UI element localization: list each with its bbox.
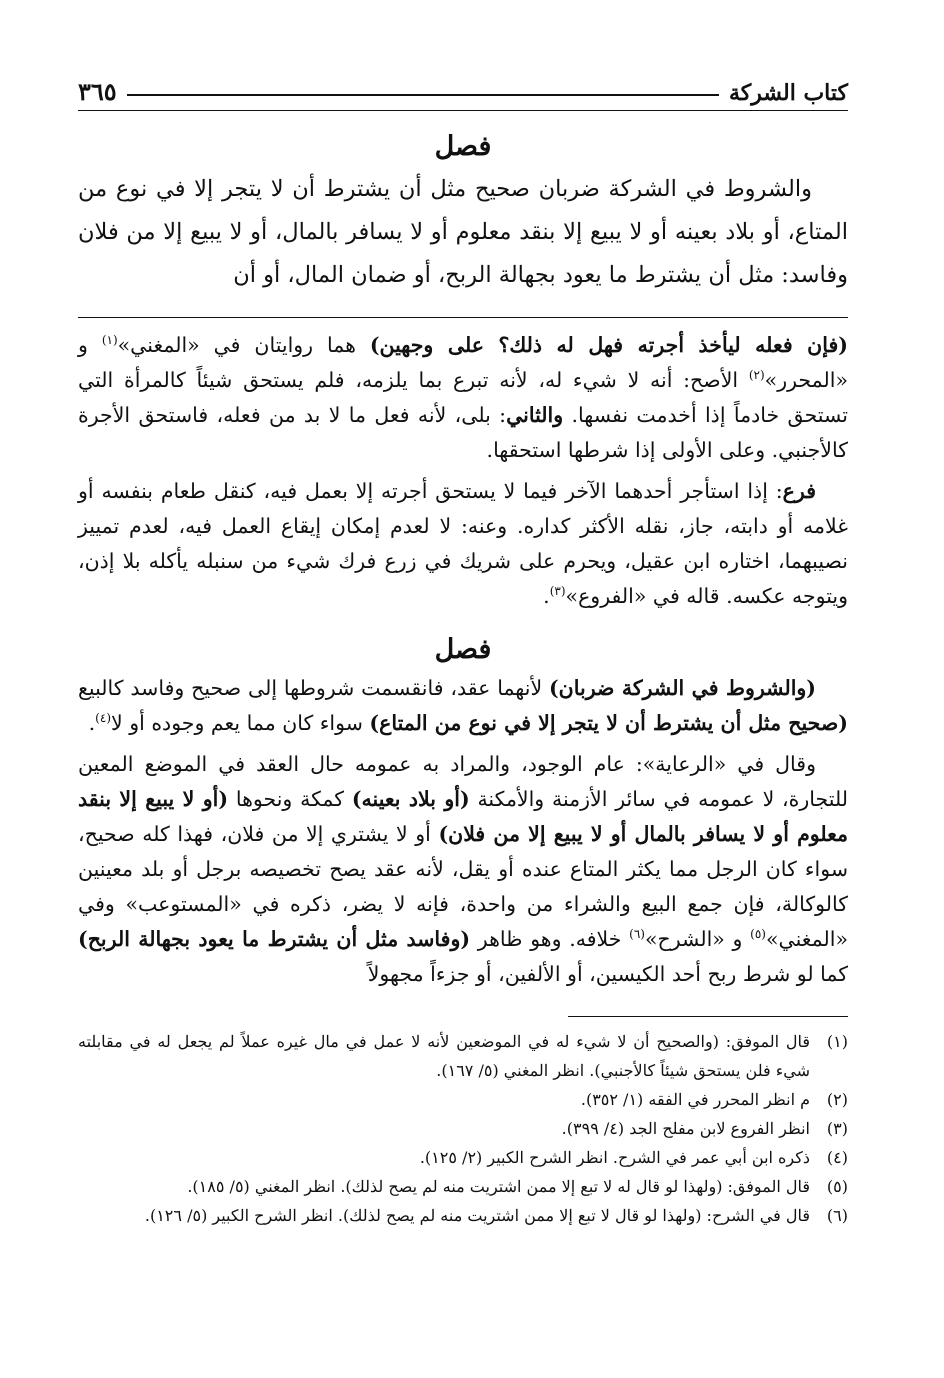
footnote-number: (٥) xyxy=(826,1177,848,1196)
footnote-divider xyxy=(568,1016,848,1017)
footnote-text: ذكره ابن أبي عمر في الشرح. انظر الشرح الكبير (٢/ ١٢٥). xyxy=(419,1148,810,1167)
matn-title: فصل xyxy=(434,131,492,162)
footnote-ref: (١) xyxy=(101,333,118,348)
commentary-text: أو لا يشتري إلا من فلان، فهذا كله صحيح، سواء كان الرجل مما يكثر المتاع عنده أو يقل، لأنه عقد يصح تخصيصه برجل أو بلد معينين كالوكالة، فإن جمع البيع والشراء من واحدة، فإنه لا يضر، ذكره في «المستوعب» وفي «المغني» xyxy=(78,822,849,951)
page-number: ٣٦٥ xyxy=(78,77,117,106)
commentary-text: كمكة ونحوها xyxy=(228,787,352,811)
footnote xyxy=(78,1201,848,1230)
footnote-text: م انظر المحرر في الفقه (١/ ٣٥٢). xyxy=(580,1090,810,1109)
commentary-text: و «الشرح» xyxy=(644,927,751,951)
matn-divider xyxy=(78,317,848,318)
commentary-text: : إذا استأجر أحدهما الآخر فيما لا يستحق أجرته إلا بعمل فيه، كنقل طعام بنفسه أو غلامه أو دابته، جاز، نقله الأكثر كداره. وعنه: لا لعدم إمكان إيقاع العمل فيه، لعدم تمييز نصيبهما، اختاره ابن عقيل، ويحرم على شريك في زرع فرك شيء من سنبله يأكله بلا إذن، ويتوجه عكسه. قاله في «الفروع» xyxy=(78,479,848,608)
footnote xyxy=(78,1027,848,1085)
footnote-ref: (٥) xyxy=(750,927,766,942)
commentary-text: كما لو شرط ربح أحد الكيسين، أو الألفين، أو جزءاً مجهولاً xyxy=(367,962,848,986)
footnote-text: انظر الفروع لابن مفلح الجد (٤/ ٣٩٩). xyxy=(561,1119,810,1138)
matn-section xyxy=(78,131,848,297)
quoted-text: (صحيح مثل أن يشترط أن لا يتجر إلا في نوع من المتاع) xyxy=(369,711,848,735)
commentary-paragraph-4 xyxy=(78,747,848,992)
commentary-text: خلافه. وهو ظاهر xyxy=(470,927,630,951)
commentary-text: . xyxy=(543,584,550,608)
commentary-text: هما روايتان في «المغني» xyxy=(117,333,370,357)
footnote-number: (٣) xyxy=(826,1119,848,1138)
header-divider xyxy=(78,110,848,111)
footnote-ref: (٦) xyxy=(629,927,645,942)
footnote-number: (١) xyxy=(826,1032,848,1051)
book-title: كتاب الشركة xyxy=(728,80,848,106)
quoted-text: (والشروط في الشركة ضربان) xyxy=(548,676,816,700)
commentary-text: الأصح: أنه لا شيء له، لأنه تبرع بما يلزمه، فلم يستحق شيئاً كالمرأة التي تستحق خادماً إذا أخدمت نفسها. xyxy=(78,368,848,427)
matn-paragraph: والشروط في الشركة ضربان صحيح مثل أن يشترط أن لا يتجر إلا في نوع من المتاع، أو بلاد بعينه أو لا يبيع إلا بنقد معلوم أو لا يسافر بالمال، أو لا يبيع إلا من فلان وفاسد: مثل أن يشترط ما يعود بجهالة الربح، أو ضمان المال، أو أن xyxy=(78,176,848,288)
header-rule xyxy=(127,94,719,96)
commentary-paragraph-1 xyxy=(78,328,848,468)
commentary-text: . xyxy=(88,711,96,735)
footnote-text: قال الموفق: (والصحيح أن لا شيء له في الموضعين لأنه لا عمل في مال غيره عملاً لم يجعل له في مقابلته شيء فلن يستحق شيئاً كالأجنبي). انظر المغني (٥/ ١٦٧). xyxy=(78,1032,810,1080)
footnote-text: قال الموفق: (ولهذا لو قال له لا تبع إلا ممن اشتريت منه لم يصح لذلك). انظر المغني (٥/ ١٨٥). xyxy=(187,1177,810,1196)
footnote-number: (٦) xyxy=(826,1206,848,1225)
quoted-text: (فإن فعله ليأخذ أجرته فهل له ذلك؟ على وجهين) xyxy=(369,333,848,357)
quoted-text: والثاني xyxy=(506,403,564,427)
commentary-paragraph-2 xyxy=(78,474,848,614)
commentary-title: فصل xyxy=(434,634,492,665)
footnote-number: (٤) xyxy=(826,1148,848,1167)
commentary-text: و «المحرر» xyxy=(78,333,848,392)
footnote-ref: (٣) xyxy=(549,584,566,599)
footnote-ref: (٢) xyxy=(748,368,765,383)
commentary-text: لأنهما عقد، فانقسمت شروطها إلى صحيح وفاسد كالبيع xyxy=(78,676,549,700)
footnote-text: قال في الشرح: (ولهذا لو قال لا تبع إلا ممن اشتريت منه لم يصح لذلك). انظر الشرح الكبير (٥/ ١٢٦). xyxy=(144,1206,810,1225)
quoted-text: (وفاسد مثل أن يشترط ما يعود بجهالة الربح) xyxy=(78,927,471,951)
footnote xyxy=(78,1085,848,1114)
commentary-section xyxy=(78,328,848,992)
footnote xyxy=(78,1143,848,1172)
running-header xyxy=(78,66,848,106)
footnote-number: (٢) xyxy=(826,1090,848,1109)
footnote xyxy=(78,1172,848,1201)
footnote-ref: (٤) xyxy=(95,711,111,726)
quoted-text: (أو لا يبيع إلا بنقد معلوم أو لا يسافر بالمال أو لا يبيع إلا من فلان) xyxy=(78,787,849,846)
footnotes xyxy=(78,1027,848,1230)
footnote xyxy=(78,1114,848,1143)
quoted-text: فرع xyxy=(782,479,816,503)
quoted-text: (أو بلاد بعينه) xyxy=(351,787,470,811)
commentary-text: وقال في «الرعاية»: عام الوجود، والمراد به عمومه حال العقد في الموضع المعين للتجارة، لا عمومه في سائر الأزمنة والأمكنة xyxy=(78,752,848,811)
commentary-paragraph-3 xyxy=(78,671,848,741)
commentary-text: سواء كان مما يعم وجوده أو لا xyxy=(111,711,370,735)
commentary-text: : بلى، لأنه فعل ما لا بد من فعله، فاستحق الأجرة كالأجنبي. وعلى الأولى إذا شرطها استحقها. xyxy=(78,403,848,462)
book-page xyxy=(78,66,848,1230)
